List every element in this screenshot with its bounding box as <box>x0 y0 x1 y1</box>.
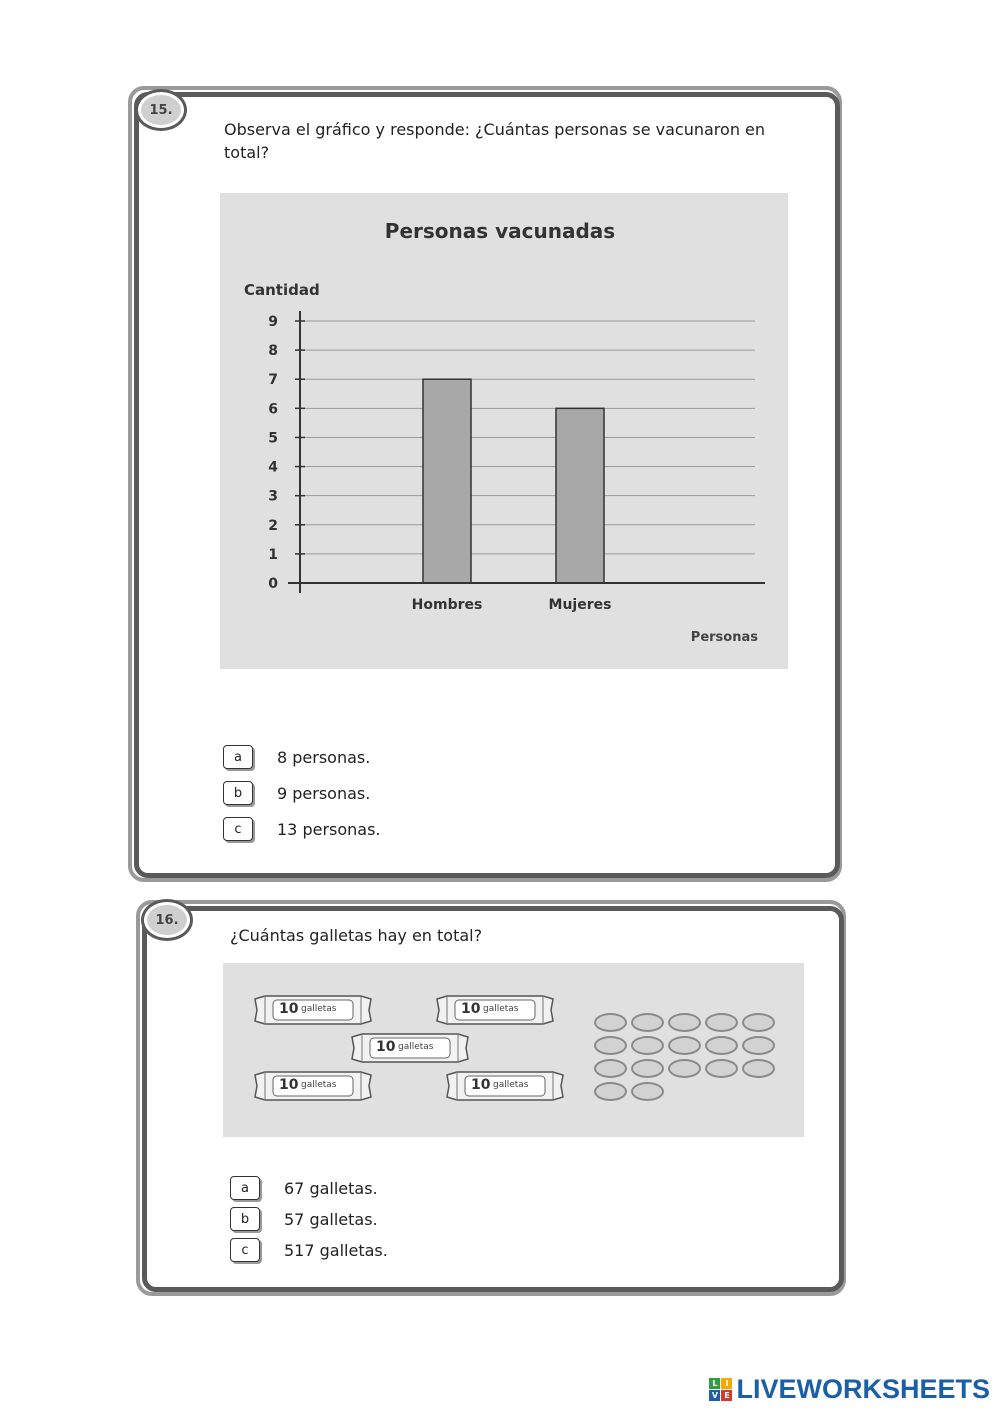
y-tick-label: 3 <box>268 488 278 505</box>
question-15-number: 15. <box>138 92 184 128</box>
liveworksheets-text: LIVEWORKSHEETS <box>736 1374 990 1404</box>
pack-label-number: 10 <box>376 1039 396 1055</box>
option-letter-box[interactable]: b <box>223 781 253 805</box>
footer-brand <box>709 1374 990 1405</box>
cookie <box>668 1036 701 1055</box>
y-tick-label: 8 <box>268 343 278 360</box>
option-letter-box[interactable]: b <box>230 1207 260 1231</box>
option-letter-box[interactable]: c <box>223 817 253 841</box>
cookie <box>631 1013 664 1032</box>
chart-panel <box>220 193 788 669</box>
cookie <box>705 1013 738 1032</box>
cookie <box>742 1036 775 1055</box>
pack-label-word: galletas <box>301 1004 337 1014</box>
q16-option-c[interactable] <box>230 1238 388 1262</box>
cookie <box>668 1013 701 1032</box>
cookie-pack <box>433 993 553 1027</box>
cookie <box>631 1036 664 1055</box>
y-tick-label: 1 <box>268 546 278 563</box>
bar-hombres <box>423 379 471 583</box>
cookie <box>594 1013 627 1032</box>
pack-label-word: galletas <box>483 1004 519 1014</box>
pack-label-word: galletas <box>398 1042 434 1052</box>
cookie-pack <box>251 993 371 1027</box>
cookie <box>594 1082 627 1101</box>
option-text: 13 personas. <box>277 819 381 839</box>
cookie-pack <box>443 1069 563 1103</box>
option-text: 517 galletas. <box>284 1240 388 1260</box>
option-text: 57 galletas. <box>284 1209 378 1229</box>
q16-option-a[interactable] <box>230 1176 378 1200</box>
bar-chart <box>220 193 788 669</box>
option-letter-box[interactable]: c <box>230 1238 260 1262</box>
y-tick-label: 7 <box>268 372 278 389</box>
logo-letter: E <box>721 1390 732 1401</box>
q15-option-a[interactable] <box>223 745 370 769</box>
cookie <box>594 1036 627 1055</box>
chart-bars <box>423 379 604 583</box>
cookie <box>631 1082 664 1101</box>
pack-label-number: 10 <box>279 1001 299 1017</box>
cookie <box>668 1059 701 1078</box>
cookie <box>705 1059 738 1078</box>
chart-grid <box>300 321 755 554</box>
pack-label-number: 10 <box>471 1077 491 1093</box>
pack-label-number: 10 <box>461 1001 481 1017</box>
y-tick-label: 9 <box>268 314 278 330</box>
logo-letter: V <box>709 1390 720 1401</box>
chart-x-ticks <box>412 597 612 613</box>
cookie-pack <box>251 1069 371 1103</box>
y-tick-label: 0 <box>268 576 278 592</box>
y-tick-label: 4 <box>268 459 278 476</box>
x-tick-label: Hombres <box>411 597 483 613</box>
cookie-pack <box>348 1031 468 1065</box>
cookie-row <box>593 1036 778 1055</box>
pack-label-number: 10 <box>279 1077 299 1093</box>
question-16-text: ¿Cuántas galletas hay en total? <box>230 926 483 945</box>
cookie <box>705 1036 738 1055</box>
cookie <box>742 1059 775 1078</box>
option-letter-box[interactable]: a <box>223 745 253 769</box>
option-text: 67 galletas. <box>284 1178 378 1198</box>
cookie-row <box>593 1059 778 1078</box>
pack-label-word: galletas <box>301 1080 337 1090</box>
logo-letter: I <box>721 1378 732 1389</box>
y-tick-label: 6 <box>268 401 278 418</box>
cookie <box>631 1059 664 1078</box>
option-text: 8 personas. <box>277 747 371 767</box>
chart-title: Personas vacunadas <box>384 219 616 243</box>
x-tick-label: Mujeres <box>548 597 612 613</box>
bar-mujeres <box>556 408 604 583</box>
chart-xlabel: Personas <box>690 630 758 645</box>
question-15-text: Observa el gráfico y responde: ¿Cuántas personas se vacunaron en total? <box>224 120 766 162</box>
liveworksheets-logo <box>709 1378 732 1401</box>
y-tick-label: 5 <box>268 430 278 447</box>
pack-label-word: galletas <box>493 1080 529 1090</box>
logo-letter: L <box>709 1378 720 1389</box>
cookie <box>742 1013 775 1032</box>
y-tick-label: 2 <box>268 517 278 534</box>
option-text: 9 personas. <box>277 783 371 803</box>
question-16-number: 16. <box>144 902 190 938</box>
q16-option-b[interactable] <box>230 1207 378 1231</box>
cookie-row <box>593 1082 667 1101</box>
cookies-panel <box>223 963 804 1137</box>
q15-option-b[interactable] <box>223 781 370 805</box>
cookie <box>594 1059 627 1078</box>
option-letter-box[interactable]: a <box>230 1176 260 1200</box>
cookie-row <box>593 1013 778 1032</box>
q15-option-c[interactable] <box>223 817 381 841</box>
chart-ylabel: Cantidad <box>244 281 320 299</box>
